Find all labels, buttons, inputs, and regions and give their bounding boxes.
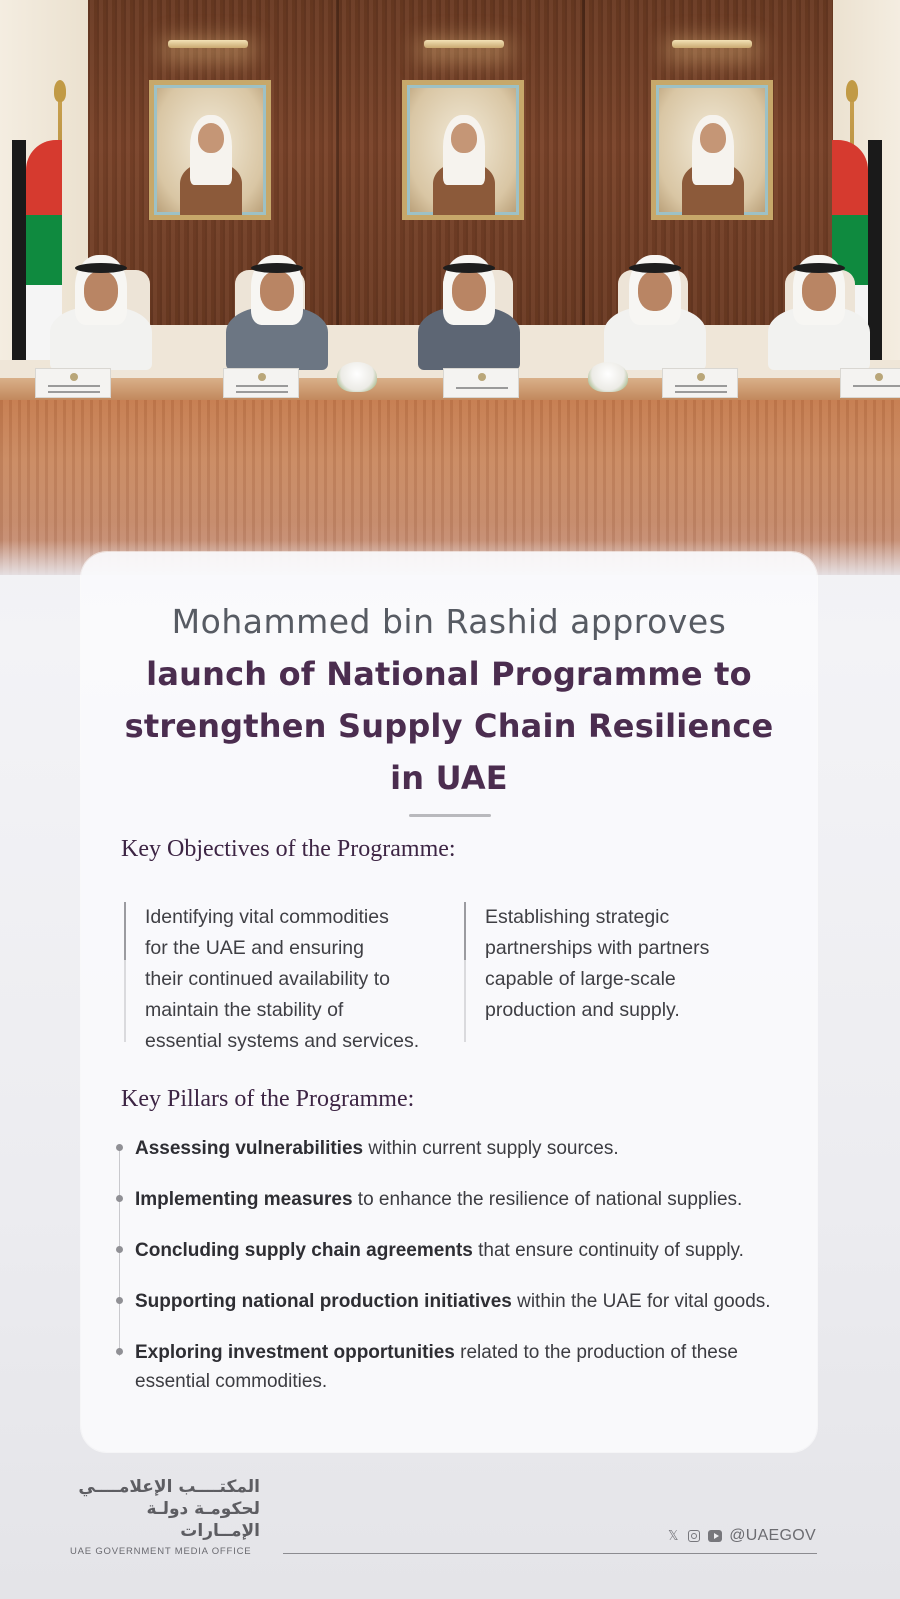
attendee [760, 255, 878, 370]
nameplate [662, 368, 738, 398]
attendee [596, 255, 714, 370]
nameplate [443, 368, 519, 398]
logo-arabic-line-2: لحكومـة دولـة الإمــارات [146, 1499, 260, 1541]
bullet-icon [116, 1195, 123, 1202]
flower-arrangement [337, 362, 377, 392]
logo-arabic-line-1: المكتــــب الإعلامــــي [78, 1477, 260, 1497]
objective-text: Establishing strategic partnerships with partners capable of large-scale production and supply. [485, 906, 710, 1021]
bullet-icon [116, 1297, 123, 1304]
attendee [218, 255, 336, 370]
headline [81, 596, 817, 804]
attendee [42, 255, 160, 370]
nameplate [35, 368, 111, 398]
objectives-list [124, 902, 784, 1052]
objective-text: Identifying vital commodities for the UAE and ensuring their continued availability to maintain the stability of essential systems and services. [145, 906, 420, 1052]
nameplate [840, 368, 900, 398]
instagram-icon[interactable] [688, 1530, 700, 1542]
headline-line-1: Mohammed bin Rashid approves [171, 602, 727, 641]
objective-item [124, 902, 454, 1052]
bullet-icon [116, 1144, 123, 1151]
bullet-icon [116, 1348, 123, 1355]
footer-divider [283, 1553, 817, 1554]
headline-line-4: in UAE [390, 759, 508, 797]
logo-english: UAE GOVERNMENT MEDIA OFFICE [70, 1546, 252, 1557]
portrait-frame-left [149, 80, 271, 220]
social-links [666, 1526, 816, 1546]
pillars-title: Key Pillars of the Programme: [121, 1086, 415, 1112]
objectives-title: Key Objectives of the Programme: [121, 836, 456, 862]
portrait-frame-right [651, 80, 773, 220]
social-handle[interactable]: @UAEGOV [729, 1527, 816, 1544]
wall-lamp [424, 40, 504, 48]
wall-lamp [168, 40, 248, 48]
headline-line-3: strengthen Supply Chain Resilience [124, 707, 774, 745]
objective-item [464, 902, 784, 1042]
content-card: Mohammed bin Rashid approves launch of National Programme to strengthen Supply Chain Resilience in UAE Key Objectives of the Programme: Identifying vital commodities for the UAE and ensuring their continued availability to maintain the stability of essential systems and services. Establishing strategic partnerships with partners capable of large-scale production and supply. Key Pillars of the Programme: Assessing vulnerabilities within current supply sources. Implementing measures to enhance the resilience of national supplies. Concluding supply chain agreements that ensure continuity of supply. Supporting national production initiatives within the UAE for vital goods. Exploring investment opportunities related to the production of these essential commodities. [81, 552, 817, 1452]
nameplate [223, 368, 299, 398]
headline-line-2: launch of National Programme to [146, 655, 752, 693]
portrait-frame-center [402, 80, 524, 220]
attendee-center [410, 255, 528, 370]
youtube-icon[interactable] [708, 1530, 722, 1542]
hero-photo [0, 0, 900, 575]
media-office-logo [70, 1476, 260, 1557]
bullet-icon [116, 1246, 123, 1253]
flower-arrangement [588, 362, 628, 392]
wall-lamp [672, 40, 752, 48]
x-icon[interactable]: 𝕏 [667, 1528, 679, 1544]
headline-divider [409, 814, 491, 817]
